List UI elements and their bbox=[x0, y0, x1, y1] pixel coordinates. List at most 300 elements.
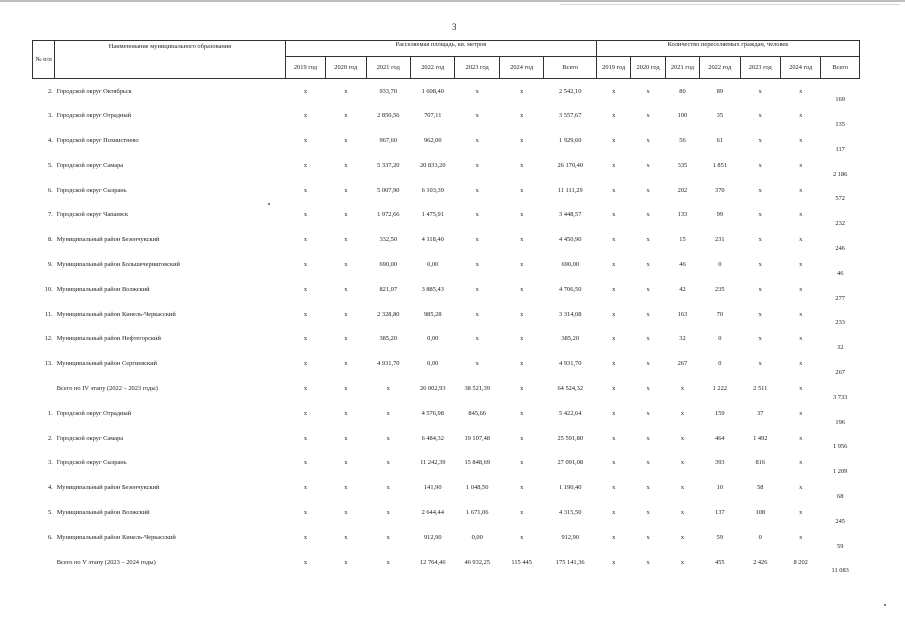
municipality-name: Всего по V этапу (2023 – 2024 годы) bbox=[56, 558, 156, 566]
area-year-header: 2023 год bbox=[455, 57, 499, 79]
area-value: 967,60 bbox=[379, 136, 398, 144]
area-value: x bbox=[344, 236, 348, 244]
area-value: x bbox=[344, 335, 348, 343]
area-value: x bbox=[475, 112, 479, 120]
people-value: x bbox=[758, 136, 762, 144]
scan-edge-line bbox=[560, 4, 900, 5]
area-value: 11 111,29 bbox=[557, 186, 583, 194]
area-value: x bbox=[520, 508, 524, 516]
area-value: 115 445 bbox=[511, 558, 532, 566]
area-value: 1 608,40 bbox=[421, 87, 444, 95]
area-value: x bbox=[344, 211, 348, 219]
people-value: x bbox=[758, 236, 762, 244]
area-value: 3 557,67 bbox=[559, 112, 582, 120]
table-row bbox=[33, 103, 860, 128]
area-value: 385,20 bbox=[561, 335, 580, 343]
people-value: 100 bbox=[677, 112, 688, 120]
people-value: x bbox=[758, 360, 762, 368]
area-value: 15 848,69 bbox=[464, 459, 490, 467]
people-value: x bbox=[799, 285, 803, 293]
table-body bbox=[33, 79, 860, 575]
col-group-area: Расселяемая площадь, кв. метров bbox=[285, 41, 596, 57]
table-row bbox=[33, 227, 860, 252]
area-value: 4 576,98 bbox=[421, 409, 444, 417]
people-value: x bbox=[612, 112, 616, 120]
people-value: x bbox=[758, 310, 762, 318]
people-value: x bbox=[646, 459, 650, 467]
people-value: 1 209 bbox=[833, 468, 848, 476]
area-year-header: 2020 год bbox=[326, 57, 366, 79]
area-value: 2 850,56 bbox=[377, 112, 400, 120]
area-value: 4 315,50 bbox=[559, 508, 582, 516]
people-value: x bbox=[799, 260, 803, 268]
area-value: 64 524,32 bbox=[557, 384, 584, 392]
people-value: x bbox=[612, 409, 616, 417]
area-value: x bbox=[520, 112, 524, 120]
people-year-header: 2023 год bbox=[740, 57, 780, 79]
people-value: x bbox=[799, 136, 803, 144]
area-value: x bbox=[475, 186, 479, 194]
area-value: x bbox=[520, 409, 524, 417]
area-value: x bbox=[344, 285, 348, 293]
scan-speck bbox=[884, 604, 886, 606]
area-value: x bbox=[344, 508, 348, 516]
people-value: x bbox=[680, 508, 685, 516]
area-value: x bbox=[344, 384, 348, 392]
area-value: 11 242,39 bbox=[420, 459, 446, 467]
table-row bbox=[33, 178, 860, 203]
people-value: 59 bbox=[716, 533, 724, 541]
people-value: x bbox=[646, 533, 650, 541]
people-value: x bbox=[680, 434, 685, 442]
municipality-name: Городской округ Чапаевск bbox=[56, 211, 129, 219]
area-value: x bbox=[520, 310, 524, 318]
table-row bbox=[33, 351, 860, 376]
area-value: x bbox=[344, 87, 348, 95]
people-value: x bbox=[612, 211, 616, 219]
people-value: x bbox=[799, 211, 803, 219]
people-value: x bbox=[758, 112, 762, 120]
people-value: x bbox=[758, 211, 762, 219]
people-value: 277 bbox=[835, 294, 845, 302]
area-value: x bbox=[475, 211, 479, 219]
municipality-name: Городской округ Отрадный bbox=[56, 112, 132, 120]
area-value: x bbox=[303, 236, 308, 244]
people-value: x bbox=[799, 434, 803, 442]
area-value: x bbox=[386, 558, 390, 566]
area-value: 332,50 bbox=[379, 236, 398, 244]
area-value: 46 932,25 bbox=[464, 558, 490, 566]
people-value: x bbox=[680, 533, 685, 541]
people-value: x bbox=[680, 558, 685, 566]
area-value: 19 107,48 bbox=[464, 434, 490, 442]
area-value: x bbox=[344, 310, 348, 318]
area-value: 0,00 bbox=[427, 335, 439, 343]
area-value: x bbox=[520, 335, 524, 343]
area-value: x bbox=[303, 459, 308, 467]
area-value: x bbox=[303, 484, 308, 492]
municipality-name: Муниципальный район Волжский bbox=[56, 508, 150, 516]
people-value: x bbox=[646, 211, 650, 219]
people-year-header: 2022 год bbox=[700, 57, 740, 79]
area-value: x bbox=[520, 360, 524, 368]
people-value: 37 bbox=[757, 409, 764, 417]
area-value: 3 314,08 bbox=[559, 310, 582, 318]
resettlement-table bbox=[32, 40, 860, 574]
area-value: 933,70 bbox=[379, 87, 398, 95]
people-value: x bbox=[680, 409, 685, 417]
people-value: x bbox=[612, 236, 616, 244]
municipality-name: Муниципальный район Безенчукский bbox=[56, 236, 160, 244]
people-value: 196 bbox=[835, 418, 845, 426]
people-value: 163 bbox=[677, 310, 688, 318]
table-row bbox=[33, 475, 860, 500]
area-value: x bbox=[386, 384, 390, 392]
people-value: x bbox=[612, 335, 616, 343]
area-value: x bbox=[520, 484, 524, 492]
area-value: x bbox=[475, 136, 479, 144]
people-value: x bbox=[799, 335, 803, 343]
area-value: x bbox=[344, 434, 348, 442]
municipality-name: Городской округ Самара bbox=[56, 161, 124, 169]
people-value: x bbox=[646, 335, 650, 343]
area-year-header: 2022 год bbox=[411, 57, 455, 79]
people-value: x bbox=[612, 310, 616, 318]
people-value: 56 bbox=[679, 136, 686, 144]
people-value: 202 bbox=[677, 186, 688, 194]
people-value: x bbox=[646, 186, 650, 194]
people-value: 455 bbox=[715, 558, 725, 566]
area-value: x bbox=[303, 211, 308, 219]
people-value: x bbox=[680, 384, 685, 392]
area-value: x bbox=[303, 112, 308, 120]
table-row bbox=[33, 450, 860, 475]
area-value: 27 091,08 bbox=[557, 459, 584, 467]
area-value: 690,00 bbox=[379, 260, 398, 268]
area-value: x bbox=[386, 533, 390, 541]
people-value: x bbox=[799, 409, 803, 417]
area-value: x bbox=[344, 136, 348, 144]
people-value: x bbox=[646, 409, 650, 417]
area-value: 25 591,80 bbox=[557, 434, 584, 442]
area-value: 1 048,50 bbox=[466, 484, 489, 492]
people-value: 70 bbox=[716, 310, 724, 318]
area-value: 707,11 bbox=[424, 112, 442, 120]
people-value: 267 bbox=[835, 369, 845, 377]
area-value: x bbox=[475, 260, 479, 268]
people-value: x bbox=[646, 558, 650, 566]
table-row bbox=[33, 252, 860, 277]
people-value: 1 492 bbox=[753, 434, 768, 442]
page-number: 3 bbox=[452, 22, 457, 32]
table-row bbox=[33, 326, 860, 351]
people-value: x bbox=[646, 384, 650, 392]
people-value: x bbox=[799, 533, 803, 541]
area-value: 1 671,06 bbox=[466, 508, 489, 516]
area-value: 4 931,70 bbox=[377, 360, 400, 368]
people-value: 1 851 bbox=[712, 161, 728, 169]
area-value: x bbox=[303, 508, 308, 516]
area-value: x bbox=[344, 260, 348, 268]
row-number: 5. bbox=[47, 161, 53, 169]
table-row bbox=[33, 202, 860, 227]
people-value: x bbox=[680, 459, 685, 467]
row-number: 13. bbox=[44, 360, 53, 368]
area-value: x bbox=[475, 335, 479, 343]
people-value: x bbox=[799, 161, 803, 169]
people-value: 0 bbox=[758, 533, 762, 541]
area-value: x bbox=[475, 285, 479, 293]
area-value: 2 328,80 bbox=[377, 310, 400, 318]
area-value: x bbox=[303, 335, 308, 343]
area-value: x bbox=[344, 161, 348, 169]
area-value: x bbox=[303, 136, 308, 144]
people-value: 32 bbox=[679, 335, 686, 343]
people-value: x bbox=[612, 260, 616, 268]
municipality-name: Городской округ Сызрань bbox=[56, 459, 127, 467]
area-value: 690,00 bbox=[561, 260, 580, 268]
table-row bbox=[33, 128, 860, 153]
area-value: 6 484,32 bbox=[421, 434, 444, 442]
table-row bbox=[33, 500, 860, 525]
people-value: 108 bbox=[755, 508, 766, 516]
people-value: 816 bbox=[755, 459, 766, 467]
area-value: 1 929,60 bbox=[559, 136, 582, 144]
people-value: 231 bbox=[715, 236, 725, 244]
area-value: 175 141,36 bbox=[555, 558, 585, 566]
area-value: x bbox=[520, 285, 524, 293]
area-value: x bbox=[344, 186, 348, 194]
area-value: x bbox=[344, 484, 348, 492]
municipality-name: Муниципальный район Большечерниговский bbox=[56, 260, 180, 268]
area-value: x bbox=[344, 533, 348, 541]
row-number: 2. bbox=[47, 434, 53, 442]
people-value: 133 bbox=[677, 211, 688, 219]
people-value: x bbox=[799, 310, 803, 318]
people-value: x bbox=[799, 459, 803, 467]
people-value: x bbox=[612, 186, 616, 194]
people-value: 46 bbox=[837, 269, 844, 277]
municipality-name: Городской округ Сызрань bbox=[56, 186, 127, 194]
people-value: 2 511 bbox=[753, 384, 768, 392]
area-value: 26 170,40 bbox=[557, 161, 584, 169]
area-value: x bbox=[386, 459, 390, 467]
area-value: 821,07 bbox=[379, 285, 398, 293]
people-value: 80 bbox=[679, 87, 686, 95]
table-row bbox=[33, 79, 860, 104]
people-value: x bbox=[612, 87, 616, 95]
people-value: x bbox=[612, 459, 616, 467]
row-number: 6. bbox=[47, 533, 53, 541]
municipality-name: Городской округ Похвистнево bbox=[56, 136, 139, 144]
area-value: x bbox=[475, 161, 479, 169]
people-value: x bbox=[799, 87, 803, 95]
area-value: 4 118,40 bbox=[421, 236, 444, 244]
people-value: x bbox=[646, 87, 650, 95]
area-value: x bbox=[475, 236, 479, 244]
area-value: 1 475,91 bbox=[421, 211, 444, 219]
people-value: 370 bbox=[715, 186, 725, 194]
people-value: 2 186 bbox=[833, 170, 848, 178]
people-value: x bbox=[646, 112, 650, 120]
row-number: 1. bbox=[47, 409, 53, 417]
area-value: 385,20 bbox=[379, 335, 398, 343]
people-value: x bbox=[646, 508, 650, 516]
area-value: 985,28 bbox=[423, 310, 442, 318]
people-value: x bbox=[646, 236, 650, 244]
people-value: x bbox=[646, 161, 650, 169]
people-value: 0 bbox=[718, 335, 722, 343]
municipality-name: Муниципальный район Волжский bbox=[56, 285, 150, 293]
area-value: 5 422,64 bbox=[559, 409, 582, 417]
area-value: 4 706,50 bbox=[559, 285, 582, 293]
area-value: 38 521,39 bbox=[464, 384, 490, 392]
row-number: 3. bbox=[47, 112, 53, 120]
people-value: x bbox=[758, 285, 762, 293]
municipality-name: Городской округ Отрадный bbox=[56, 409, 132, 417]
people-value: x bbox=[612, 434, 616, 442]
area-value: x bbox=[520, 384, 524, 392]
area-value: 4 931,70 bbox=[559, 360, 582, 368]
area-value: 0,00 bbox=[427, 360, 439, 368]
people-value: 3 733 bbox=[833, 393, 848, 401]
people-value: x bbox=[612, 484, 616, 492]
area-year-header: 2024 год bbox=[499, 57, 543, 79]
area-year-header: 2021 год bbox=[366, 57, 410, 79]
municipality-name: Муниципальный район Безенчукский bbox=[56, 484, 160, 492]
area-value: 6 103,39 bbox=[421, 186, 444, 194]
area-value: x bbox=[520, 186, 524, 194]
area-value: x bbox=[475, 310, 479, 318]
people-value: 1 956 bbox=[833, 443, 848, 451]
municipality-name: Муниципальный район Кинель-Черкасский bbox=[56, 310, 176, 318]
municipality-name: Городской округ Самара bbox=[56, 434, 124, 442]
people-value: 246 bbox=[835, 245, 845, 253]
area-value: x bbox=[303, 434, 308, 442]
area-value: 1 972,66 bbox=[377, 211, 400, 219]
people-value: 267 bbox=[677, 360, 688, 368]
people-value: x bbox=[799, 236, 803, 244]
people-year-header: 2021 год bbox=[665, 57, 699, 79]
people-value: 15 bbox=[679, 236, 686, 244]
area-value: 5 337,20 bbox=[377, 161, 400, 169]
area-value: x bbox=[344, 360, 348, 368]
area-value: x bbox=[520, 236, 524, 244]
area-value: x bbox=[386, 508, 390, 516]
people-value: 393 bbox=[715, 459, 725, 467]
municipality-name: Муниципальный район Сергиевский bbox=[56, 360, 157, 368]
row-number: 5. bbox=[47, 508, 53, 516]
scan-edge-top bbox=[0, 0, 905, 2]
area-value: x bbox=[520, 260, 524, 268]
people-value: 232 bbox=[835, 220, 845, 228]
table-row bbox=[33, 376, 860, 401]
people-value: 61 bbox=[716, 136, 724, 144]
col-header-name: Наименование муниципального образования bbox=[55, 41, 285, 79]
people-value: 245 bbox=[835, 517, 845, 525]
table-row bbox=[33, 401, 860, 426]
people-value: x bbox=[612, 360, 616, 368]
row-number: 9. bbox=[47, 260, 53, 268]
people-value: x bbox=[799, 508, 803, 516]
people-value: x bbox=[612, 508, 616, 516]
table-row bbox=[33, 550, 860, 575]
people-value: x bbox=[646, 360, 650, 368]
people-value: 335 bbox=[677, 161, 688, 169]
people-value: x bbox=[758, 161, 762, 169]
area-value: x bbox=[520, 161, 524, 169]
scan-speck bbox=[268, 203, 270, 205]
row-number: 3. bbox=[47, 459, 53, 467]
area-value: 962,00 bbox=[423, 136, 442, 144]
row-number: 10. bbox=[44, 285, 53, 293]
people-value: x bbox=[799, 484, 803, 492]
area-value: 3 448,57 bbox=[559, 211, 582, 219]
area-value: x bbox=[344, 112, 348, 120]
people-value: x bbox=[612, 136, 616, 144]
people-value: 35 bbox=[716, 112, 724, 120]
people-value: x bbox=[758, 186, 762, 194]
people-value: 235 bbox=[715, 285, 725, 293]
area-value: x bbox=[344, 558, 348, 566]
area-value: x bbox=[303, 533, 308, 541]
people-value: 2 426 bbox=[753, 558, 768, 566]
people-value: x bbox=[646, 136, 650, 144]
area-value: 141,90 bbox=[423, 484, 442, 492]
row-number: 8. bbox=[47, 236, 53, 244]
municipality-name: Муниципальный район Нефтегорский bbox=[56, 335, 161, 343]
row-number: 6. bbox=[47, 186, 53, 194]
row-number: 4. bbox=[47, 484, 53, 492]
people-year-header: 2020 год bbox=[631, 57, 665, 79]
area-value: 2 542,10 bbox=[559, 87, 582, 95]
people-value: x bbox=[680, 484, 685, 492]
area-value: x bbox=[303, 384, 308, 392]
people-value: 0 bbox=[718, 360, 722, 368]
area-value: x bbox=[520, 533, 524, 541]
people-value: 233 bbox=[835, 319, 845, 327]
area-value: x bbox=[386, 434, 390, 442]
people-value: 42 bbox=[679, 285, 686, 293]
area-value: x bbox=[520, 434, 524, 442]
people-value: x bbox=[646, 285, 650, 293]
people-value: x bbox=[646, 260, 650, 268]
row-number: 4. bbox=[47, 136, 53, 144]
area-value: 4 450,90 bbox=[559, 236, 582, 244]
people-value: x bbox=[612, 285, 616, 293]
people-value: x bbox=[799, 186, 803, 194]
area-year-header: Всего bbox=[544, 57, 597, 79]
people-year-header: 2019 год bbox=[597, 57, 631, 79]
people-value: 0 bbox=[718, 260, 722, 268]
people-value: 68 bbox=[837, 493, 844, 501]
row-number bbox=[33, 550, 55, 575]
people-year-header: Всего bbox=[821, 57, 860, 79]
area-value: x bbox=[303, 409, 308, 417]
row-number: 7. bbox=[47, 211, 53, 219]
area-value: x bbox=[303, 161, 308, 169]
area-value: x bbox=[520, 87, 524, 95]
municipality-name: Муниципальный район Кинель-Черкасский bbox=[56, 533, 176, 541]
table-row bbox=[33, 426, 860, 451]
people-value: 58 bbox=[757, 484, 764, 492]
people-value: 32 bbox=[837, 344, 844, 352]
row-number: 12. bbox=[44, 335, 53, 343]
people-value: x bbox=[646, 310, 650, 318]
row-number: 2. bbox=[47, 87, 53, 95]
area-value: 20 833,20 bbox=[419, 161, 446, 169]
people-value: x bbox=[758, 335, 762, 343]
